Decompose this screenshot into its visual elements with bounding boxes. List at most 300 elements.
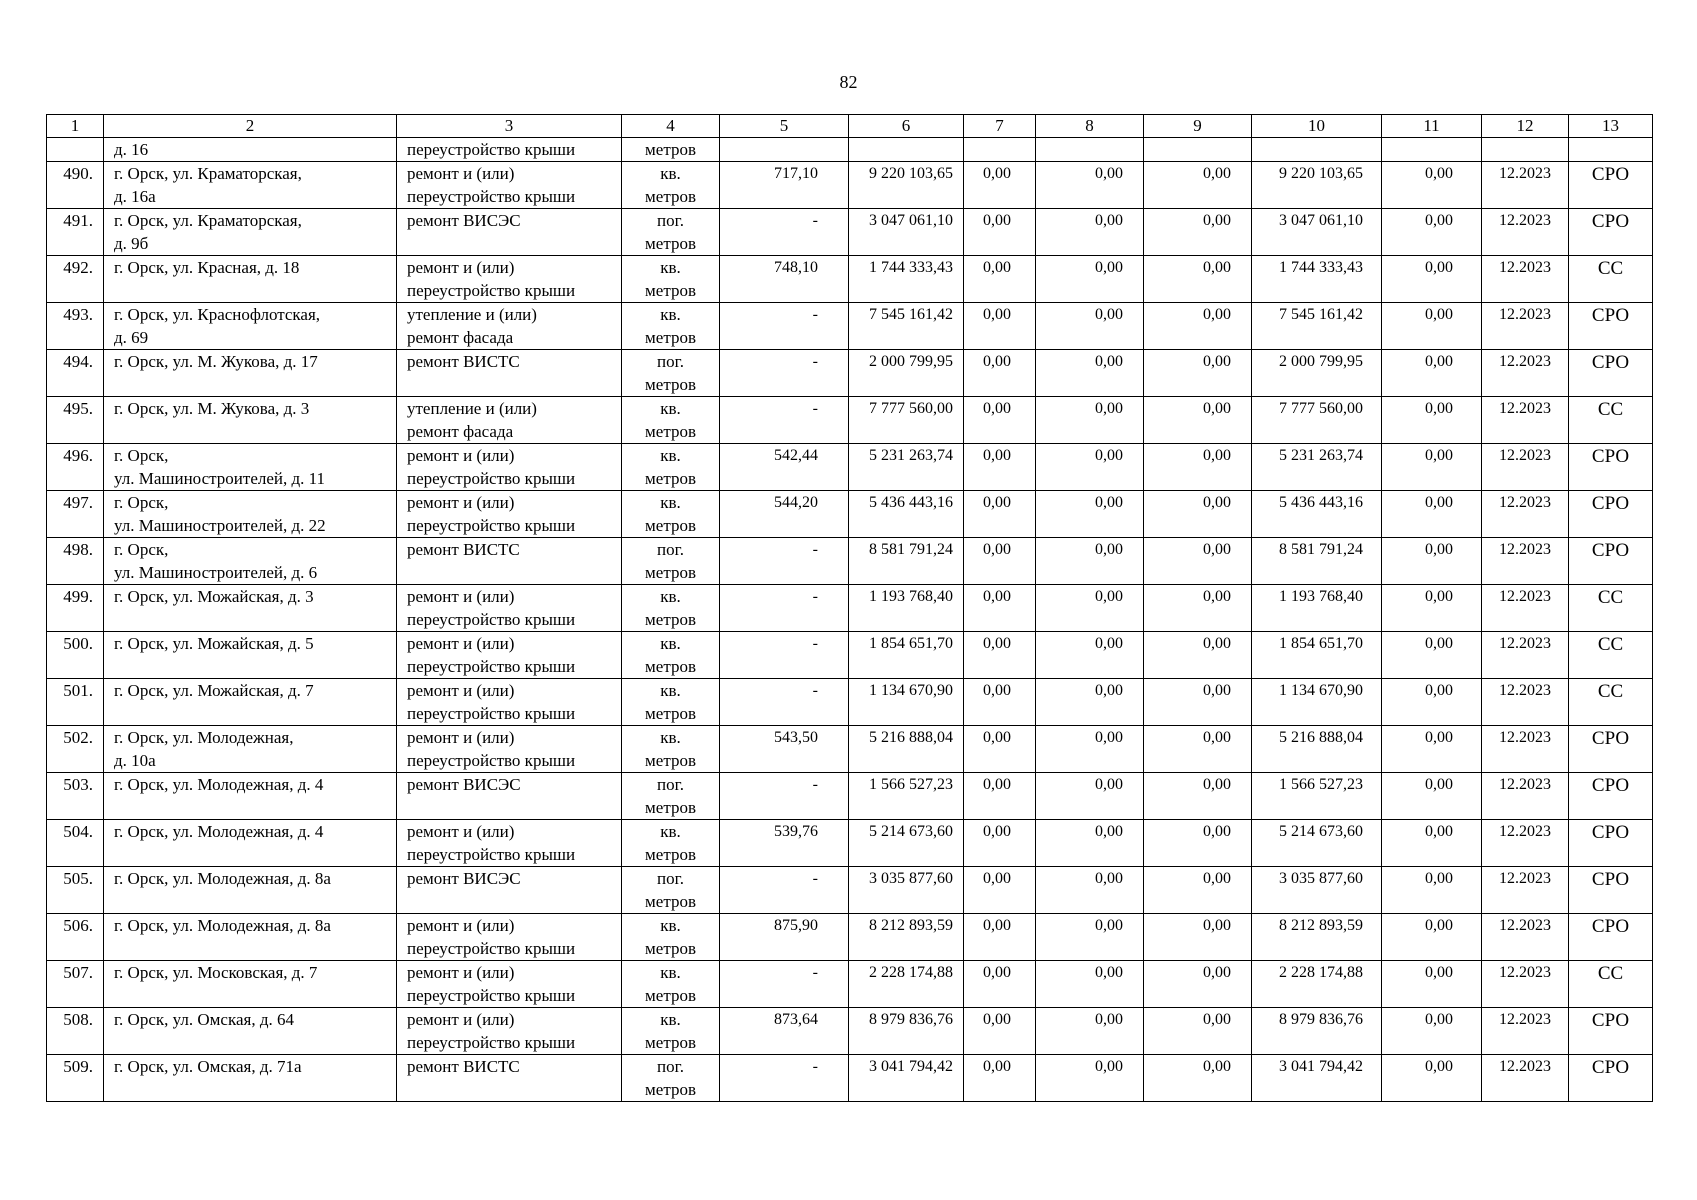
- work-line: ремонт ВИСЭС: [407, 869, 521, 888]
- method-code-cell: СРО: [1569, 914, 1653, 961]
- table-row: [47, 256, 1653, 303]
- work-line: ремонт ВИСЭС: [407, 775, 521, 794]
- fund-source-cell: 0,00: [1036, 961, 1144, 1008]
- total-cost-cell: 7 777 560,00: [849, 397, 964, 444]
- fund-source-cell: 0,00: [1382, 397, 1482, 444]
- column-header: 11: [1382, 115, 1482, 138]
- work-line: ремонт фасада: [407, 422, 514, 441]
- address-line: д. 16: [114, 140, 149, 159]
- unit-line: кв.: [660, 681, 681, 700]
- address-line: г. Орск, ул. Краматорская,: [114, 164, 302, 183]
- table-row: [47, 914, 1653, 961]
- fund-source-cell: 0,00: [964, 491, 1036, 538]
- address-cell: [104, 726, 397, 773]
- table-row: [47, 585, 1653, 632]
- unit-line: пог.: [657, 211, 684, 230]
- quantity-cell: -: [720, 961, 849, 1008]
- work-type-cell: [397, 397, 622, 444]
- fund-source-cell: 0,00: [1144, 726, 1252, 773]
- work-type-cell: [397, 209, 622, 256]
- unit-line: метров: [645, 375, 696, 394]
- fund-source-cell: 0,00: [964, 679, 1036, 726]
- address-line: г. Орск,: [114, 493, 169, 512]
- method-code-cell: СРО: [1569, 867, 1653, 914]
- unit-cell: [622, 679, 720, 726]
- work-line: ремонт и (или): [407, 493, 515, 512]
- unit-line: метров: [645, 751, 696, 770]
- address-cell: [104, 256, 397, 303]
- deadline-cell: 12.2023: [1482, 397, 1569, 444]
- fund-source-cell: 0,00: [1382, 585, 1482, 632]
- address-line: г. Орск, ул. Краснофлотская,: [114, 305, 321, 324]
- total-cost-cell: 3 041 794,42: [849, 1055, 964, 1102]
- unit-line: пог.: [657, 1057, 684, 1076]
- total-cost-cell: 2 000 799,95: [849, 350, 964, 397]
- unit-line: метров: [645, 469, 696, 488]
- table-row: [47, 397, 1653, 444]
- method-code-cell: СРО: [1569, 444, 1653, 491]
- column-header: 12: [1482, 115, 1569, 138]
- method-code-cell: СРО: [1569, 162, 1653, 209]
- owner-funds-cell: 1 744 333,43: [1252, 256, 1382, 303]
- quantity-cell: -: [720, 397, 849, 444]
- empty-cell: [1036, 138, 1144, 162]
- table-row: [47, 350, 1653, 397]
- work-line: ремонт ВИСТС: [407, 540, 520, 559]
- work-line: переустройство крыши: [407, 986, 576, 1005]
- address-line: г. Орск, ул. Молодежная, д. 8а: [114, 916, 331, 935]
- fund-source-cell: 0,00: [964, 585, 1036, 632]
- fund-source-cell: 0,00: [1144, 209, 1252, 256]
- deadline-cell: 12.2023: [1482, 726, 1569, 773]
- fund-source-cell: 0,00: [1036, 350, 1144, 397]
- unit-cell: [622, 162, 720, 209]
- work-line: ремонт и (или): [407, 1010, 515, 1029]
- owner-funds-cell: 1 854 651,70: [1252, 632, 1382, 679]
- owner-funds-cell: 8 979 836,76: [1252, 1008, 1382, 1055]
- fund-source-cell: 0,00: [1382, 820, 1482, 867]
- fund-source-cell: 0,00: [964, 444, 1036, 491]
- unit-cell: [622, 773, 720, 820]
- method-code-cell: СС: [1569, 961, 1653, 1008]
- fund-source-cell: 0,00: [1144, 538, 1252, 585]
- row-number: 498.: [47, 538, 104, 585]
- fund-source-cell: 0,00: [964, 820, 1036, 867]
- unit-line: кв.: [660, 305, 681, 324]
- empty-cell: [1144, 138, 1252, 162]
- work-line: переустройство крыши: [407, 657, 576, 676]
- fund-source-cell: 0,00: [1382, 256, 1482, 303]
- quantity-cell: -: [720, 538, 849, 585]
- fund-source-cell: 0,00: [1036, 491, 1144, 538]
- row-number: 505.: [47, 867, 104, 914]
- fund-source-cell: 0,00: [1382, 726, 1482, 773]
- owner-funds-cell: 3 047 061,10: [1252, 209, 1382, 256]
- address-cell: [104, 679, 397, 726]
- table-row: [47, 632, 1653, 679]
- quantity-cell: 544,20: [720, 491, 849, 538]
- row-number: 492.: [47, 256, 104, 303]
- deadline-cell: 12.2023: [1482, 867, 1569, 914]
- unit-line: метров: [645, 516, 696, 535]
- column-header: 3: [397, 115, 622, 138]
- unit-line: метров: [645, 281, 696, 300]
- work-line: переустройство крыши: [407, 845, 576, 864]
- table-row: [47, 679, 1653, 726]
- fund-source-cell: 0,00: [1144, 773, 1252, 820]
- fund-source-cell: 0,00: [964, 303, 1036, 350]
- work-line: ремонт и (или): [407, 963, 515, 982]
- work-line: ремонт фасада: [407, 328, 514, 347]
- unit-line: пог.: [657, 775, 684, 794]
- owner-funds-cell: 7 777 560,00: [1252, 397, 1382, 444]
- quantity-cell: -: [720, 303, 849, 350]
- address-cell: [104, 491, 397, 538]
- fund-source-cell: 0,00: [964, 726, 1036, 773]
- quantity-cell: -: [720, 350, 849, 397]
- fund-source-cell: 0,00: [1144, 256, 1252, 303]
- column-header: 7: [964, 115, 1036, 138]
- fund-source-cell: 0,00: [964, 209, 1036, 256]
- method-code-cell: СС: [1569, 679, 1653, 726]
- address-cell: [104, 773, 397, 820]
- unit-line: метров: [645, 140, 696, 159]
- address-line: г. Орск, ул. Можайская, д. 7: [114, 681, 314, 700]
- work-type-cell: [397, 726, 622, 773]
- unit-cell: [622, 961, 720, 1008]
- fund-source-cell: 0,00: [1382, 303, 1482, 350]
- unit-cell: [622, 303, 720, 350]
- quantity-cell: 717,10: [720, 162, 849, 209]
- address-line: г. Орск, ул. Можайская, д. 5: [114, 634, 314, 653]
- deadline-cell: 12.2023: [1482, 1008, 1569, 1055]
- total-cost-cell: 5 231 263,74: [849, 444, 964, 491]
- address-line: г. Орск, ул. Молодежная,: [114, 728, 294, 747]
- work-type-cell: [397, 491, 622, 538]
- fund-source-cell: 0,00: [1144, 820, 1252, 867]
- unit-line: кв.: [660, 164, 681, 183]
- work-type-cell: [397, 820, 622, 867]
- quantity-cell: -: [720, 773, 849, 820]
- fund-source-cell: 0,00: [1382, 914, 1482, 961]
- quantity-cell: 873,64: [720, 1008, 849, 1055]
- address-cell: [104, 867, 397, 914]
- address-cell: [104, 303, 397, 350]
- owner-funds-cell: 5 216 888,04: [1252, 726, 1382, 773]
- total-cost-cell: 5 216 888,04: [849, 726, 964, 773]
- owner-funds-cell: 3 041 794,42: [1252, 1055, 1382, 1102]
- method-code-cell: СРО: [1569, 491, 1653, 538]
- deadline-cell: 12.2023: [1482, 256, 1569, 303]
- work-type-cell: [397, 256, 622, 303]
- work-line: переустройство крыши: [407, 704, 576, 723]
- fund-source-cell: 0,00: [1036, 1008, 1144, 1055]
- empty-cell: [1252, 138, 1382, 162]
- fund-source-cell: 0,00: [1036, 820, 1144, 867]
- method-code-cell: СРО: [1569, 1055, 1653, 1102]
- unit-cell: [622, 726, 720, 773]
- unit-line: метров: [645, 422, 696, 441]
- address-line: г. Орск, ул. Московская, д. 7: [114, 963, 318, 982]
- fund-source-cell: 0,00: [1144, 914, 1252, 961]
- unit-line: кв.: [660, 1010, 681, 1029]
- total-cost-cell: 5 436 443,16: [849, 491, 964, 538]
- fund-source-cell: 0,00: [1036, 1055, 1144, 1102]
- column-header: 1: [47, 115, 104, 138]
- fund-source-cell: 0,00: [1382, 538, 1482, 585]
- fund-source-cell: 0,00: [964, 914, 1036, 961]
- fund-source-cell: 0,00: [1036, 303, 1144, 350]
- address-cell: [104, 444, 397, 491]
- total-cost-cell: 1 854 651,70: [849, 632, 964, 679]
- address-cell: [104, 397, 397, 444]
- deadline-cell: 12.2023: [1482, 162, 1569, 209]
- fund-source-cell: 0,00: [1144, 1055, 1252, 1102]
- fund-source-cell: 0,00: [1382, 491, 1482, 538]
- work-line: ремонт и (или): [407, 634, 515, 653]
- address-line: г. Орск, ул. М. Жукова, д. 17: [114, 352, 318, 371]
- fund-source-cell: 0,00: [1036, 162, 1144, 209]
- fund-source-cell: 0,00: [1036, 773, 1144, 820]
- fund-source-cell: 0,00: [964, 162, 1036, 209]
- unit-line: кв.: [660, 587, 681, 606]
- row-number: 495.: [47, 397, 104, 444]
- page-number: 82: [839, 72, 858, 92]
- fund-source-cell: 0,00: [1144, 397, 1252, 444]
- fund-source-cell: 0,00: [964, 867, 1036, 914]
- deadline-cell: 12.2023: [1482, 209, 1569, 256]
- deadline-cell: 12.2023: [1482, 303, 1569, 350]
- fund-source-cell: 0,00: [1382, 773, 1482, 820]
- work-type-cell: [397, 138, 622, 162]
- column-header: 8: [1036, 115, 1144, 138]
- quantity-cell: 543,50: [720, 726, 849, 773]
- row-number: 500.: [47, 632, 104, 679]
- deadline-cell: 12.2023: [1482, 585, 1569, 632]
- work-line: ремонт и (или): [407, 822, 515, 841]
- work-type-cell: [397, 1008, 622, 1055]
- work-type-cell: [397, 350, 622, 397]
- total-cost-cell: 8 581 791,24: [849, 538, 964, 585]
- fund-source-cell: 0,00: [1036, 209, 1144, 256]
- table-row: [47, 867, 1653, 914]
- fund-source-cell: 0,00: [1036, 867, 1144, 914]
- work-type-cell: [397, 679, 622, 726]
- work-type-cell: [397, 632, 622, 679]
- fund-source-cell: 0,00: [1036, 538, 1144, 585]
- row-number: 504.: [47, 820, 104, 867]
- total-cost-cell: 3 047 061,10: [849, 209, 964, 256]
- unit-cell: [622, 209, 720, 256]
- total-cost-cell: 8 979 836,76: [849, 1008, 964, 1055]
- fund-source-cell: 0,00: [1144, 679, 1252, 726]
- method-code-cell: СРО: [1569, 209, 1653, 256]
- address-cell: [104, 585, 397, 632]
- unit-line: метров: [645, 563, 696, 582]
- unit-line: пог.: [657, 352, 684, 371]
- method-code-cell: СС: [1569, 397, 1653, 444]
- deadline-cell: 12.2023: [1482, 444, 1569, 491]
- row-number: 503.: [47, 773, 104, 820]
- owner-funds-cell: 2 000 799,95: [1252, 350, 1382, 397]
- owner-funds-cell: 1 134 670,90: [1252, 679, 1382, 726]
- work-line: переустройство крыши: [407, 281, 576, 300]
- quantity-cell: -: [720, 632, 849, 679]
- address-line: ул. Машиностроителей, д. 11: [114, 469, 326, 488]
- method-code-cell: СРО: [1569, 350, 1653, 397]
- empty-cell: [964, 138, 1036, 162]
- address-cell: [104, 538, 397, 585]
- fund-source-cell: 0,00: [1144, 585, 1252, 632]
- unit-line: кв.: [660, 963, 681, 982]
- work-line: утепление и (или): [407, 305, 537, 324]
- unit-line: метров: [645, 234, 696, 253]
- fund-source-cell: 0,00: [1036, 632, 1144, 679]
- work-line: переустройство крыши: [407, 187, 576, 206]
- address-cell: [104, 632, 397, 679]
- unit-line: метров: [645, 986, 696, 1005]
- fund-source-cell: 0,00: [1036, 444, 1144, 491]
- owner-funds-cell: 5 231 263,74: [1252, 444, 1382, 491]
- fund-source-cell: 0,00: [964, 632, 1036, 679]
- table-row: [47, 303, 1653, 350]
- unit-line: метров: [645, 610, 696, 629]
- empty-cell: [720, 138, 849, 162]
- work-line: ремонт ВИСТС: [407, 352, 520, 371]
- table-row: [47, 538, 1653, 585]
- fund-source-cell: 0,00: [964, 538, 1036, 585]
- address-line: г. Орск,: [114, 446, 169, 465]
- fund-source-cell: 0,00: [964, 961, 1036, 1008]
- method-code-cell: СРО: [1569, 538, 1653, 585]
- unit-line: метров: [645, 657, 696, 676]
- unit-cell: [622, 138, 720, 162]
- fund-source-cell: 0,00: [964, 256, 1036, 303]
- row-number: 491.: [47, 209, 104, 256]
- work-line: переустройство крыши: [407, 1033, 576, 1052]
- fund-source-cell: 0,00: [1144, 444, 1252, 491]
- fund-source-cell: 0,00: [1382, 632, 1482, 679]
- quantity-cell: 748,10: [720, 256, 849, 303]
- deadline-cell: 12.2023: [1482, 914, 1569, 961]
- work-line: ремонт и (или): [407, 587, 515, 606]
- quantity-cell: -: [720, 585, 849, 632]
- fund-source-cell: 0,00: [1382, 867, 1482, 914]
- fund-source-cell: 0,00: [1036, 679, 1144, 726]
- work-line: ремонт ВИСЭС: [407, 211, 521, 230]
- column-header: 10: [1252, 115, 1382, 138]
- empty-cell: [849, 138, 964, 162]
- work-line: переустройство крыши: [407, 516, 576, 535]
- row-number: 493.: [47, 303, 104, 350]
- fund-source-cell: 0,00: [964, 1008, 1036, 1055]
- table-row: [47, 726, 1653, 773]
- method-code-cell: СС: [1569, 256, 1653, 303]
- column-header: 5: [720, 115, 849, 138]
- row-number: 497.: [47, 491, 104, 538]
- deadline-cell: 12.2023: [1482, 961, 1569, 1008]
- work-line: ремонт ВИСТС: [407, 1057, 520, 1076]
- empty-cell: [1382, 138, 1482, 162]
- unit-cell: [622, 538, 720, 585]
- quantity-cell: -: [720, 209, 849, 256]
- method-code-cell: СРО: [1569, 773, 1653, 820]
- deadline-cell: 12.2023: [1482, 491, 1569, 538]
- table-row: [47, 162, 1653, 209]
- row-number: 506.: [47, 914, 104, 961]
- address-line: ул. Машиностроителей, д. 6: [114, 563, 318, 582]
- address-line: г. Орск, ул. Молодежная, д. 8а: [114, 869, 331, 888]
- work-line: ремонт и (или): [407, 728, 515, 747]
- unit-cell: [622, 585, 720, 632]
- column-header: 4: [622, 115, 720, 138]
- owner-funds-cell: 9 220 103,65: [1252, 162, 1382, 209]
- address-line: г. Орск, ул. Омская, д. 64: [114, 1010, 294, 1029]
- unit-line: кв.: [660, 634, 681, 653]
- fund-source-cell: 0,00: [964, 350, 1036, 397]
- unit-cell: [622, 914, 720, 961]
- work-line: переустройство крыши: [407, 610, 576, 629]
- work-line: переустройство крыши: [407, 140, 576, 159]
- fund-source-cell: 0,00: [1144, 867, 1252, 914]
- work-type-cell: [397, 914, 622, 961]
- fund-source-cell: 0,00: [1382, 679, 1482, 726]
- work-line: ремонт и (или): [407, 916, 515, 935]
- quantity-cell: 539,76: [720, 820, 849, 867]
- table-row: [47, 1055, 1653, 1102]
- column-header: 2: [104, 115, 397, 138]
- table-row: [47, 209, 1653, 256]
- address-line: г. Орск, ул. Краматорская,: [114, 211, 302, 230]
- address-cell: [104, 138, 397, 162]
- unit-line: метров: [645, 328, 696, 347]
- work-type-cell: [397, 961, 622, 1008]
- row-number: 508.: [47, 1008, 104, 1055]
- row-number: 499.: [47, 585, 104, 632]
- fund-source-cell: 0,00: [1144, 961, 1252, 1008]
- fund-source-cell: 0,00: [1144, 303, 1252, 350]
- continuation-row: [47, 138, 1653, 162]
- empty-cell: [1482, 138, 1569, 162]
- fund-source-cell: 0,00: [1036, 256, 1144, 303]
- unit-line: кв.: [660, 258, 681, 277]
- fund-source-cell: 0,00: [1036, 585, 1144, 632]
- quantity-cell: -: [720, 1055, 849, 1102]
- fund-source-cell: 0,00: [1382, 162, 1482, 209]
- address-line: д. 9б: [114, 234, 149, 253]
- unit-line: метров: [645, 845, 696, 864]
- method-code-cell: СС: [1569, 632, 1653, 679]
- unit-line: метров: [645, 892, 696, 911]
- fund-source-cell: 0,00: [1144, 491, 1252, 538]
- column-header: 6: [849, 115, 964, 138]
- work-type-cell: [397, 585, 622, 632]
- table-row: [47, 773, 1653, 820]
- address-line: д. 10а: [114, 751, 156, 770]
- total-cost-cell: 7 545 161,42: [849, 303, 964, 350]
- unit-line: метров: [645, 1033, 696, 1052]
- work-type-cell: [397, 773, 622, 820]
- repair-schedule-table: [46, 114, 1653, 1102]
- owner-funds-cell: 2 228 174,88: [1252, 961, 1382, 1008]
- address-cell: [104, 162, 397, 209]
- row-number: 496.: [47, 444, 104, 491]
- work-line: переустройство крыши: [407, 469, 576, 488]
- row-number: 501.: [47, 679, 104, 726]
- deadline-cell: 12.2023: [1482, 1055, 1569, 1102]
- owner-funds-cell: 8 581 791,24: [1252, 538, 1382, 585]
- fund-source-cell: 0,00: [964, 397, 1036, 444]
